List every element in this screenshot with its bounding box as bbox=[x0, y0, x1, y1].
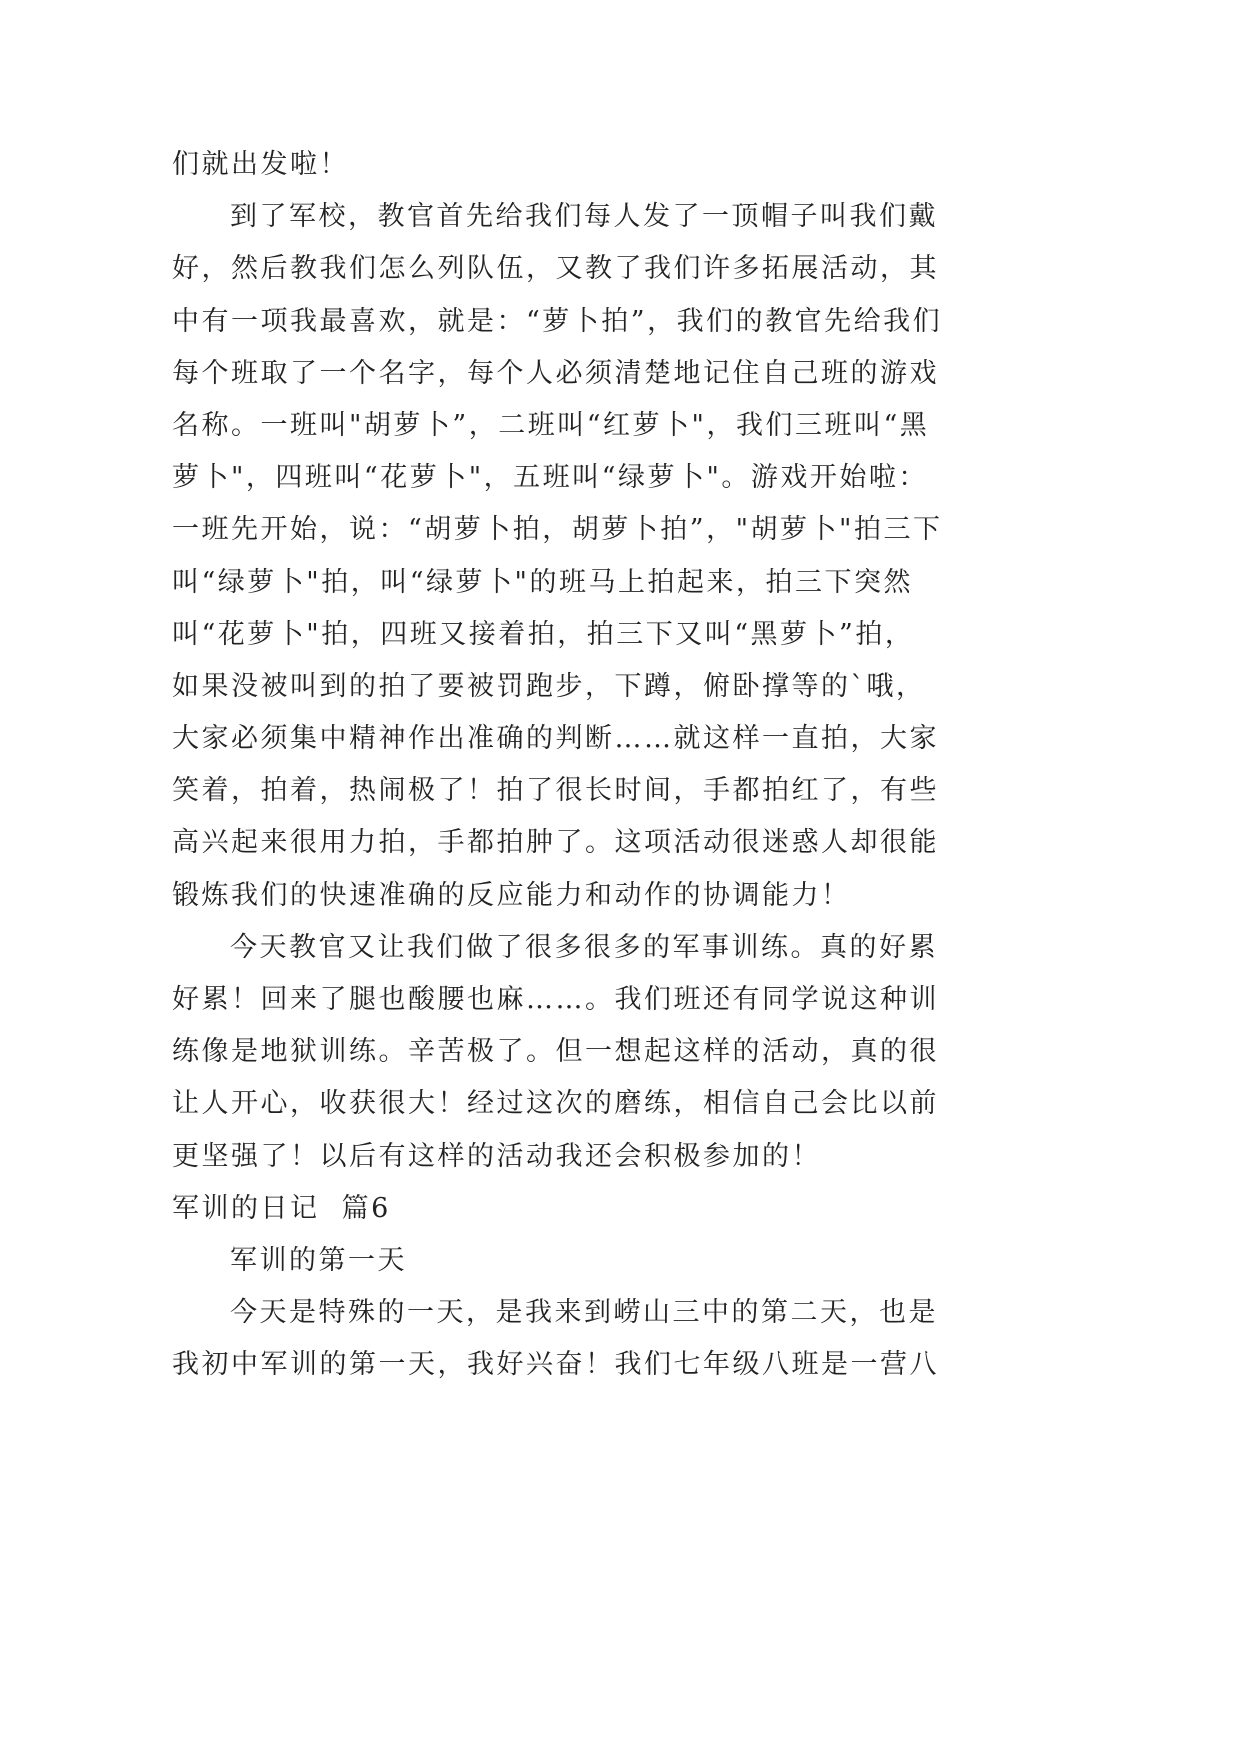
paragraph-line: 每个班取了一个名字，每个人必须清楚地记住自己班的游戏 bbox=[172, 357, 939, 389]
paragraph-line: 萝卜"，四班叫“花萝卜"，五班叫“绿萝卜"。游戏开始啦： bbox=[172, 462, 928, 494]
paragraph-line: 我初中军训的第一天，我好兴奋！我们七年级八班是一营八 bbox=[172, 1349, 939, 1381]
paragraph-line: 叫“绿萝卜"拍，叫“绿萝卜"的班马上拍起来，拍三下突然 bbox=[172, 566, 913, 598]
paragraph-1 bbox=[172, 191, 972, 922]
paragraph-line: 更坚强了！以后有这样的活动我还会积极参加的！ bbox=[172, 1140, 821, 1172]
paragraph-line: 今天教官又让我们做了很多很多的军事训练。真的好累 bbox=[230, 931, 938, 963]
paragraph-line: 大家必须集中精神作出准确的判断……就这样一直拍，大家 bbox=[172, 723, 939, 755]
document-body bbox=[172, 139, 972, 1392]
paragraph-2 bbox=[172, 922, 972, 1183]
paragraph-line: 锻炼我们的快速准确的反应能力和动作的协调能力！ bbox=[172, 879, 851, 911]
paragraph-line: 名称。一班叫"胡萝卜”，二班叫“红萝卜"，我们三班叫“黑 bbox=[172, 409, 930, 441]
paragraph-line: 高兴起来很用力拍，手都拍肿了。这项活动很迷惑人却很能 bbox=[172, 827, 939, 859]
paragraph-line: 今天是特殊的一天，是我来到崂山三中的第二天，也是 bbox=[230, 1297, 938, 1329]
subheading: 军训的第一天 bbox=[230, 1244, 407, 1276]
paragraph-line: 到了军校，教官首先给我们每人发了一顶帽子叫我们戴 bbox=[230, 201, 938, 233]
paragraph-3 bbox=[172, 1287, 972, 1391]
paragraph-line: 让人开心，收获很大！经过这次的磨练，相信自己会比以前 bbox=[172, 1088, 939, 1120]
section-heading: 军训的日记 篇6 bbox=[172, 1192, 391, 1224]
paragraph-line: 如果没被叫到的拍了要被罚跑步，下蹲，俯卧撑等的`哦， bbox=[172, 670, 926, 702]
paragraph-line: 笑着，拍着，热闹极了！拍了很长时间，手都拍红了，有些 bbox=[172, 775, 939, 807]
paragraph-line: 好，然后教我们怎么列队伍，又教了我们许多拓展活动，其 bbox=[172, 253, 939, 285]
paragraph-line: 好累！回来了腿也酸腰也麻……。我们班还有同学说这种训 bbox=[172, 984, 939, 1015]
paragraph-line: 练像是地狱训练。辛苦极了。但一想起这样的活动，真的很 bbox=[172, 1036, 939, 1068]
continued-line: 们就出发啦！ bbox=[172, 149, 349, 180]
paragraph-line: 中有一项我最喜欢，就是：“萝卜拍”，我们的教官先给我们 bbox=[172, 305, 943, 337]
paragraph-line: 叫“花萝卜"拍，四班又接着拍，拍三下又叫“黑萝卜”拍， bbox=[172, 618, 915, 650]
paragraph-line: 一班先开始，说：“胡萝卜拍，胡萝卜拍”，"胡萝卜"拍三下 bbox=[172, 514, 943, 546]
